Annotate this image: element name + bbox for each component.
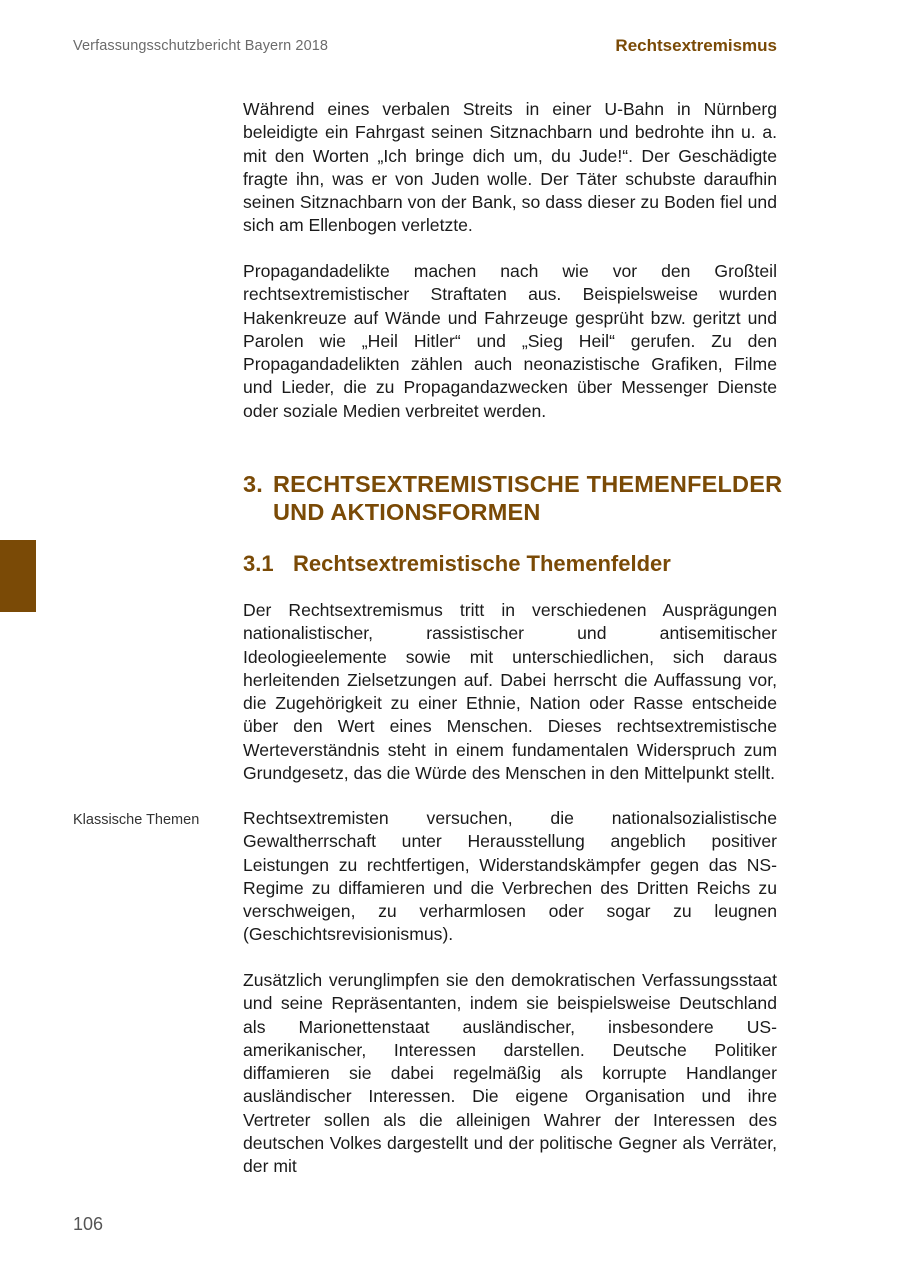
chapter-side-tab — [0, 540, 36, 612]
paragraph-definition: Der Rechtsextremismus tritt in verschiedenen Ausprägungen nationalistischer, rassistischer und antisemitischer Ideologieelemente sowie mit unterschiedlichen, sich daraus herleitenden Zielsetzungen auf. Dabei herrscht die Auffassung vor, die Zugehörigkeit zu einer Ethnie, Nation oder Rasse entscheide über den Wert eines Menschen. Dieses rechtsextremistische Werteverständnis steht in einem fundamentalen Widerspruch zum Grundgesetz, das die Würde des Menschen in den Mittelpunkt stellt. — [243, 600, 777, 784]
margin-note: Klassische Themen — [73, 812, 200, 828]
page-number: 106 — [73, 1214, 104, 1234]
subsection-title: Rechtsextremistische Themenfelder — [293, 551, 671, 576]
subsection-number: 3.1 — [243, 551, 274, 576]
section-title-line2: UND AKTIONSFORMEN — [273, 499, 541, 525]
running-header-title: Verfassungsschutzbericht Bayern 2018 — [73, 38, 329, 54]
running-header-chapter: Rechtsextremismus — [615, 36, 777, 55]
section-number: 3. — [243, 471, 263, 497]
paragraph-defamation: Zusätzlich verunglimpfen sie den demokratischen Verfassungsstaat und seine Repräsentanten, indem sie beispielsweise Deutschland als Marionettenstaat ausländischer, insbesondere US-amerikanischer, Interessen darstellen. Deutsche Politiker diffamieren sie dabei regelmäßig als korrupte Handlanger ausländischer Interessen. Die eigene Organisation und ihre Vertreter sollen als die alleinigen Wahrer der Interessen des deutschen Volkes dargestellt und der politische Gegner als Verräter, der mit — [243, 970, 777, 1177]
section-heading-3 — [243, 470, 803, 526]
section-title-line1: RECHTSEXTREMISTISCHE THEMENFELDER — [273, 471, 783, 497]
paragraph-propaganda: Propagandadelikte machen nach wie vor den Großteil rechtsextremistischer Straftaten aus. Beispielsweise wurden Hakenkreuze auf Wände und Fahrzeuge gesprüht bzw. geritzt und Parolen wie „Heil Hitler“ und „Sieg Heil“ gerufen. Zu den Propagandadelikten zählen auch neonazistische Grafiken, Filme und Lieder, die zu Propagandazwecken über Messenger Dienste oder soziale Medien verbreitet werden. — [243, 261, 777, 421]
paragraph-classic-themes: Rechtsextremisten versuchen, die nationalsozialistische Gewaltherrschaft unter Herausstellung angeblich positiver Leistungen zu rechtfertigen, Widerstandskämpfer gegen das NS-Regime zu diffamieren und die Verbrechen des Dritten Reichs zu verschweigen, zu verharmlosen oder sogar zu leugnen (Geschichtsrevisionismus). — [243, 808, 777, 945]
paragraph-ubahn-incident: Während eines verbalen Streits in einer U-Bahn in Nürnberg beleidigte ein Fahrgast seinen Sitznachbarn und bedrohte ihn u. a. mit den Worten „Ich bringe dich um, du Jude!“. Der Geschädigte fragte ihn, was er von Juden wolle. Der Täter schubste daraufhin seinen Sitznachbarn von der Bank, so dass dieser zu Boden fiel und sich am Ellenbogen verletzte. — [243, 99, 777, 236]
subsection-heading-3-1 — [243, 550, 803, 578]
